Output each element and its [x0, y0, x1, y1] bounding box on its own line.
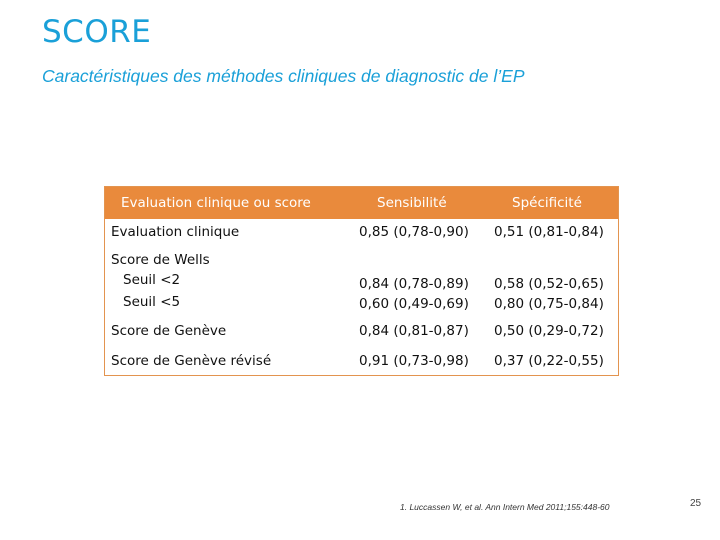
- slide-title: SCORE: [42, 14, 152, 50]
- row-sens-seuil-5: 0,60 (0,49-0,69): [359, 296, 469, 312]
- slide-subtitle: Caractéristiques des méthodes cliniques de diagnostic de l’EP: [42, 66, 525, 86]
- header-method: Evaluation clinique ou score: [121, 195, 311, 211]
- row-sens-evaluation-clinique: 0,85 (0,78-0,90): [359, 224, 469, 240]
- page-number: 25: [690, 498, 702, 509]
- reference-footnote: 1. Luccassen W, et al. Ann Intern Med 2011;155:448-60: [400, 502, 610, 512]
- row-sens-score-de-geneve: 0,84 (0,81-0,87): [359, 323, 469, 339]
- row-spec-score-de-geneve-revise: 0,37 (0,22-0,55): [494, 353, 604, 369]
- header-specificity: Spécificité: [512, 195, 582, 211]
- header-sensitivity: Sensibilité: [377, 195, 447, 211]
- row-label-score-de-geneve: Score de Genève: [111, 323, 227, 339]
- diagnostic-table: [104, 186, 619, 376]
- row-spec-evaluation-clinique: 0,51 (0,81-0,84): [494, 224, 604, 240]
- row-label-score-de-geneve-revise: Score de Genève révisé: [111, 353, 272, 369]
- row-label-evaluation-clinique: Evaluation clinique: [111, 224, 240, 240]
- table-header-row: [105, 187, 618, 219]
- row-label-score-de-wells: Score de Wells: [111, 252, 210, 268]
- row-label-seuil-5: Seuil <5: [123, 294, 181, 310]
- row-sens-seuil-2: 0,84 (0,78-0,89): [359, 276, 469, 292]
- row-spec-score-de-geneve: 0,50 (0,29-0,72): [494, 323, 604, 339]
- row-label-seuil-2: Seuil <2: [123, 272, 181, 288]
- row-sens-score-de-geneve-revise: 0,91 (0,73-0,98): [359, 353, 469, 369]
- row-spec-seuil-5: 0,80 (0,75-0,84): [494, 296, 604, 312]
- row-spec-seuil-2: 0,58 (0,52-0,65): [494, 276, 604, 292]
